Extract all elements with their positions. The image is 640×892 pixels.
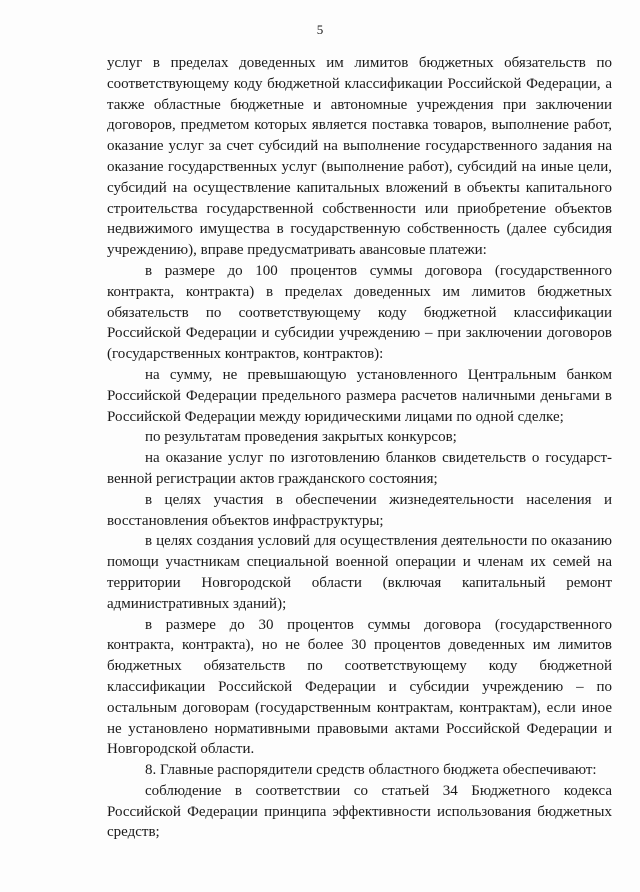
document-body <box>107 53 612 843</box>
paragraph-advance-30: в размере до 30 процентов суммы договора (государственного контракта, контракта), но не более 30 процентов доведенных им лимитов бюджетных обязательств по соответствующему коду бюджетной классификации Российской Федерации и субсидии учреждению – по остальным договорам (государственным контрактам, контрактам), если иное не установлено нормативными правовыми актами Российской Федерации и Новгородской области. <box>107 616 612 758</box>
paragraph-intro: услуг в пределах доведенных им лимитов бюджетных обязательств по соответствующему коду бюджетной классификации Российской Федерации, а также областные бюджетные и автономные учреждения при заключении договоров, предметом которых является поставка товаров, выполнение работ, оказание услуг за счет субсидий на выполнение государственного задания на оказание государственных услуг (выполнение работ), субсидий на иные цели, субсидий на осуществление капитальных вложений в объекты капитального строительства государственной собственности или приобретение объектов недвижимого имущества в государственную собственность (далее субсидия учреждению), вправе предусматривать авансовые платежи: <box>107 55 612 259</box>
paragraph-certificate-forms: на оказание услуг по изготовлению бланков свидетельств о государст-венной регистрации актов гражданского состояния; <box>107 450 612 487</box>
paragraph-svo-support: в целях создания условий для осуществления деятельности по оказанию помощи участникам специальной военной операции и членам их семей на территории Новгородской области (включая капитальный ремонт административных зданий); <box>107 533 612 612</box>
paragraph-infrastructure: в целях участия в обеспечении жизнедеятельности населения и восстановления объектов инфраструктуры; <box>107 491 612 529</box>
paragraph-cash-limit: на сумму, не превышающую установленного Центральным банком Российской Федерации предельного размера расчетов наличными деньгами в Российской Федерации между юридическими лицами по одной сделке; <box>107 366 612 425</box>
paragraph-closed-tenders: по результатам проведения закрытых конкурсов; <box>145 429 457 446</box>
paragraph-efficiency: соблюдение в соответствии со статьей 34 Бюджетного кодекса Российской Федерации принципа эффективности использования бюджетных средств; <box>107 782 612 841</box>
paragraph-advance-100: в размере до 100 процентов суммы договора (государственного контракта, контракта) в пределах доведенных им лимитов бюджетных обязательств по соответствующему коду бюджетной классификации Российской Федерации и субсидии учреждению – при заключении договоров (государственных контрактов, контрактов): <box>107 262 612 363</box>
paragraph-section-8: 8. Главные распорядители средств областного бюджета обеспечивают: <box>145 762 597 779</box>
page-number: 5 <box>316 22 324 37</box>
